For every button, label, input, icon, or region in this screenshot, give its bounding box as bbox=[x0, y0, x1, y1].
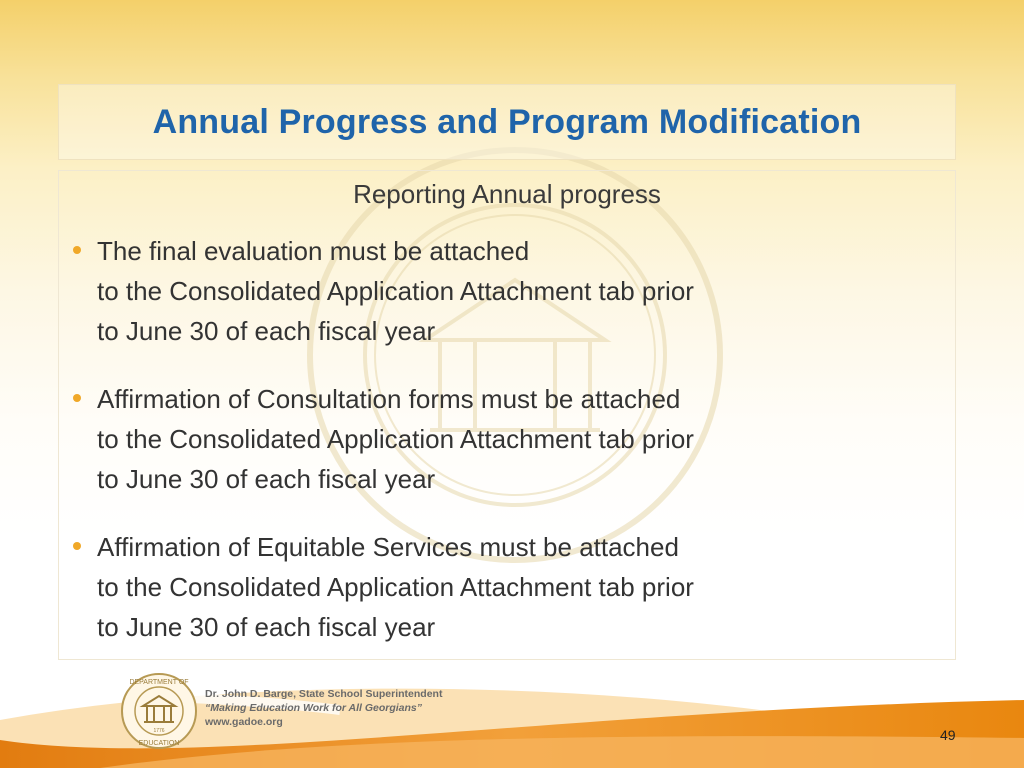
bullet-dot-icon bbox=[73, 246, 81, 254]
logo-text-bottom: EDUCATION bbox=[138, 740, 180, 747]
bullet-line: to the Consolidated Application Attachment tab prior bbox=[97, 424, 694, 454]
bullet-line: to the Consolidated Application Attachment tab prior bbox=[97, 276, 694, 306]
footer-superintendent: Dr. John D. Barge, State School Superintendent bbox=[205, 688, 443, 700]
bullet-dot-icon bbox=[73, 394, 81, 402]
bullet-line: to June 30 of each fiscal year bbox=[97, 464, 436, 494]
bullet-line: to the Consolidated Application Attachment tab prior bbox=[97, 572, 694, 602]
bullet-line: to June 30 of each fiscal year bbox=[97, 316, 436, 346]
slide-subtitle: Reporting Annual progress bbox=[353, 179, 661, 209]
logo-text-top: DEPARTMENT OF bbox=[129, 679, 189, 686]
bullet-line: The final evaluation must be attached bbox=[97, 236, 530, 266]
footer-credits bbox=[205, 687, 442, 729]
footer-motto: “Making Education Work for All Georgians” bbox=[205, 702, 423, 714]
content-box bbox=[58, 170, 956, 660]
bullet-line: Affirmation of Consultation forms must be attached bbox=[97, 384, 681, 414]
logo-year: 1776 bbox=[153, 728, 165, 734]
bullet-line: Affirmation of Equitable Services must be attached bbox=[97, 532, 679, 562]
footer-website-link[interactable]: www.gadoe.org bbox=[205, 716, 283, 728]
slide-title: Annual Progress and Program Modification bbox=[152, 102, 862, 141]
bullet-dot-icon bbox=[73, 542, 81, 550]
bullet-item bbox=[71, 231, 941, 351]
bullet-list bbox=[71, 231, 941, 675]
department-logo-icon bbox=[120, 672, 198, 750]
title-box bbox=[58, 84, 956, 160]
bullet-item bbox=[71, 527, 941, 647]
bullet-item bbox=[71, 379, 941, 499]
bullet-line: to June 30 of each fiscal year bbox=[97, 612, 436, 642]
page-number: 49 bbox=[940, 727, 956, 743]
